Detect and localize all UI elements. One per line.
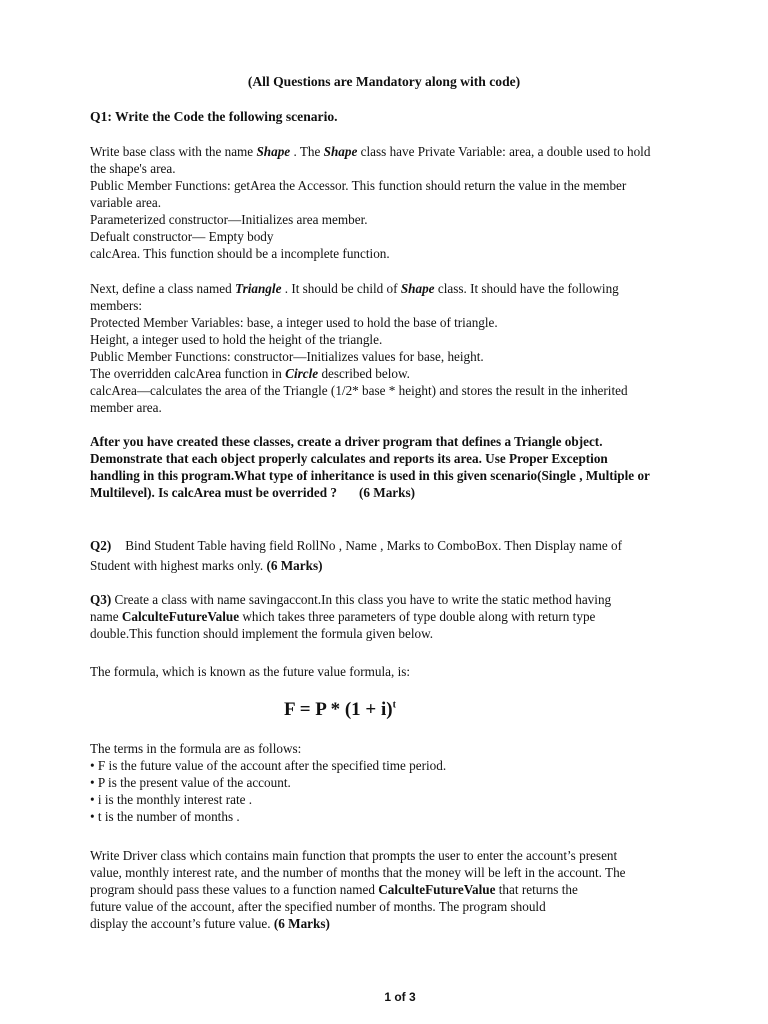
text: Next, define a class named xyxy=(90,281,236,296)
q1-p2-line-3: Protected Member Variables: base, a integer used to hold the base of triangle. xyxy=(90,315,498,330)
class-name-triangle: Triangle xyxy=(235,281,282,296)
marks-label: (6 Marks) xyxy=(266,558,323,573)
q1-heading: Q1: Write the Code the following scenario. xyxy=(90,109,338,124)
terms-heading: The terms in the formula are as follows: xyxy=(90,741,302,756)
q1-p1-line-7: calcArea. This function should be a incomplete function. xyxy=(90,246,390,261)
q1-p1-line-3: Public Member Functions: getArea the Accessor. This function should return the value in the member xyxy=(90,178,627,193)
text: Write base class with the name xyxy=(90,144,257,159)
marks-label: (6 Marks) xyxy=(358,485,416,500)
term-item: • P is the present value of the account. xyxy=(90,775,291,790)
text: described below. xyxy=(318,366,410,381)
text: which takes three parameters of type double along with return type xyxy=(239,609,596,624)
q1-p1-line-2: the shape's area. xyxy=(90,161,176,176)
q1-p2-line-8: member area. xyxy=(90,400,162,415)
q1-paragraph-1 xyxy=(90,143,710,262)
text: Bind Student Table having field RollNo , Name , Marks to ComboBox. Then Display name of xyxy=(125,538,622,553)
q2-line-1 xyxy=(90,536,710,556)
q1-paragraph-3 xyxy=(90,433,710,501)
q1-paragraph-2 xyxy=(90,280,710,416)
q1-p1-line-6: Defualt constructor— Empty body xyxy=(90,229,274,244)
q3-line-2 xyxy=(90,608,710,625)
q1-p1-line-1 xyxy=(90,143,710,160)
driver-line-4: future value of the account, after the specified number of months. The program should xyxy=(90,899,546,914)
q1-p1-line-4: variable area. xyxy=(90,195,162,210)
question-label: Q3) xyxy=(90,592,112,607)
text: The overridden calcArea function in xyxy=(90,366,286,381)
q2-block xyxy=(90,536,710,576)
q1-p1-line-5: Parameterized constructor—Initializes area member. xyxy=(90,212,368,227)
driver-line-5 xyxy=(90,915,710,932)
class-name-shape: Shape xyxy=(323,144,358,159)
question-label: Q2) xyxy=(90,538,112,553)
class-name-shape: Shape xyxy=(256,144,291,159)
terms-block xyxy=(90,740,710,825)
q2-line-2 xyxy=(90,556,710,576)
text: class have Private Variable: area, a double used to hold xyxy=(357,144,651,159)
q1-p3-line-1: After you have created these classes, create a driver program that defines a Triangle object. xyxy=(90,434,603,449)
q1-p2-line-7: calcArea—calculates the area of the Triangle (1/2* base * height) and stores the result in the inherited xyxy=(90,383,628,398)
text: Create a class with name savingaccont.In this class you have to write the static method having xyxy=(111,592,612,607)
q1-p2-line-1 xyxy=(90,280,710,297)
term-item: • i is the monthly interest rate . xyxy=(90,792,253,807)
driver-block xyxy=(90,847,710,932)
method-name: CalculteFutureValue xyxy=(378,882,496,897)
driver-line-2: value, monthly interest rate, and the number of months that the money will be left in the account. The xyxy=(90,865,626,880)
q1-p3-line-3: handling in this program.What type of inheritance is used in this given scenario(Single , Multiple or xyxy=(90,468,650,483)
q1-p2-line-5: Public Member Functions: constructor—Initializes values for base, height. xyxy=(90,349,484,364)
text: display the account’s future value. xyxy=(90,916,274,931)
driver-line-1: Write Driver class which contains main function that prompts the user to enter the account’s present xyxy=(90,848,618,863)
formula-intro: The formula, which is known as the future value formula, is: xyxy=(90,664,411,679)
page-number: 1 of 3 xyxy=(384,990,416,1004)
q1-p3-line-2: Demonstrate that each object properly calculates and reports its area. Use Proper Exception xyxy=(90,451,608,466)
marks-label: (6 Marks) xyxy=(273,916,330,931)
class-name-shape: Shape xyxy=(400,281,435,296)
text: class. It should have the following xyxy=(434,281,619,296)
term-item: • t is the number of months . xyxy=(90,809,240,824)
driver-line-3 xyxy=(90,881,710,898)
method-name: CalculteFutureValue xyxy=(121,609,240,624)
q3-line-3: double.This function should implement the formula given below. xyxy=(90,626,434,641)
q1-p2-line-2: members: xyxy=(90,298,143,313)
formula-exponent: t xyxy=(392,699,396,711)
text: that returns the xyxy=(495,882,578,897)
text: program should pass these values to a function named xyxy=(90,882,379,897)
q1-p2-line-6 xyxy=(90,365,710,382)
future-value-formula xyxy=(0,698,680,722)
text: Multilevel). Is calcArea must be overrided ? xyxy=(90,485,337,500)
text: Student with highest marks only. xyxy=(90,558,264,573)
q1-p2-line-4: Height, a integer used to hold the height of the triangle. xyxy=(90,332,383,347)
term-item: • F is the future value of the account after the specified time period. xyxy=(90,758,447,773)
text: name xyxy=(90,609,122,624)
class-name-circle: Circle xyxy=(285,366,319,381)
formula-text: F = P * (1 + i) xyxy=(284,699,393,720)
page-header: (All Questions are Mandatory along with code) xyxy=(247,74,521,89)
text: . It should be child of xyxy=(281,281,401,296)
text: . The xyxy=(290,144,324,159)
q3-block xyxy=(90,591,710,642)
q1-p3-line-4 xyxy=(90,484,710,501)
q3-line-1 xyxy=(90,591,710,608)
